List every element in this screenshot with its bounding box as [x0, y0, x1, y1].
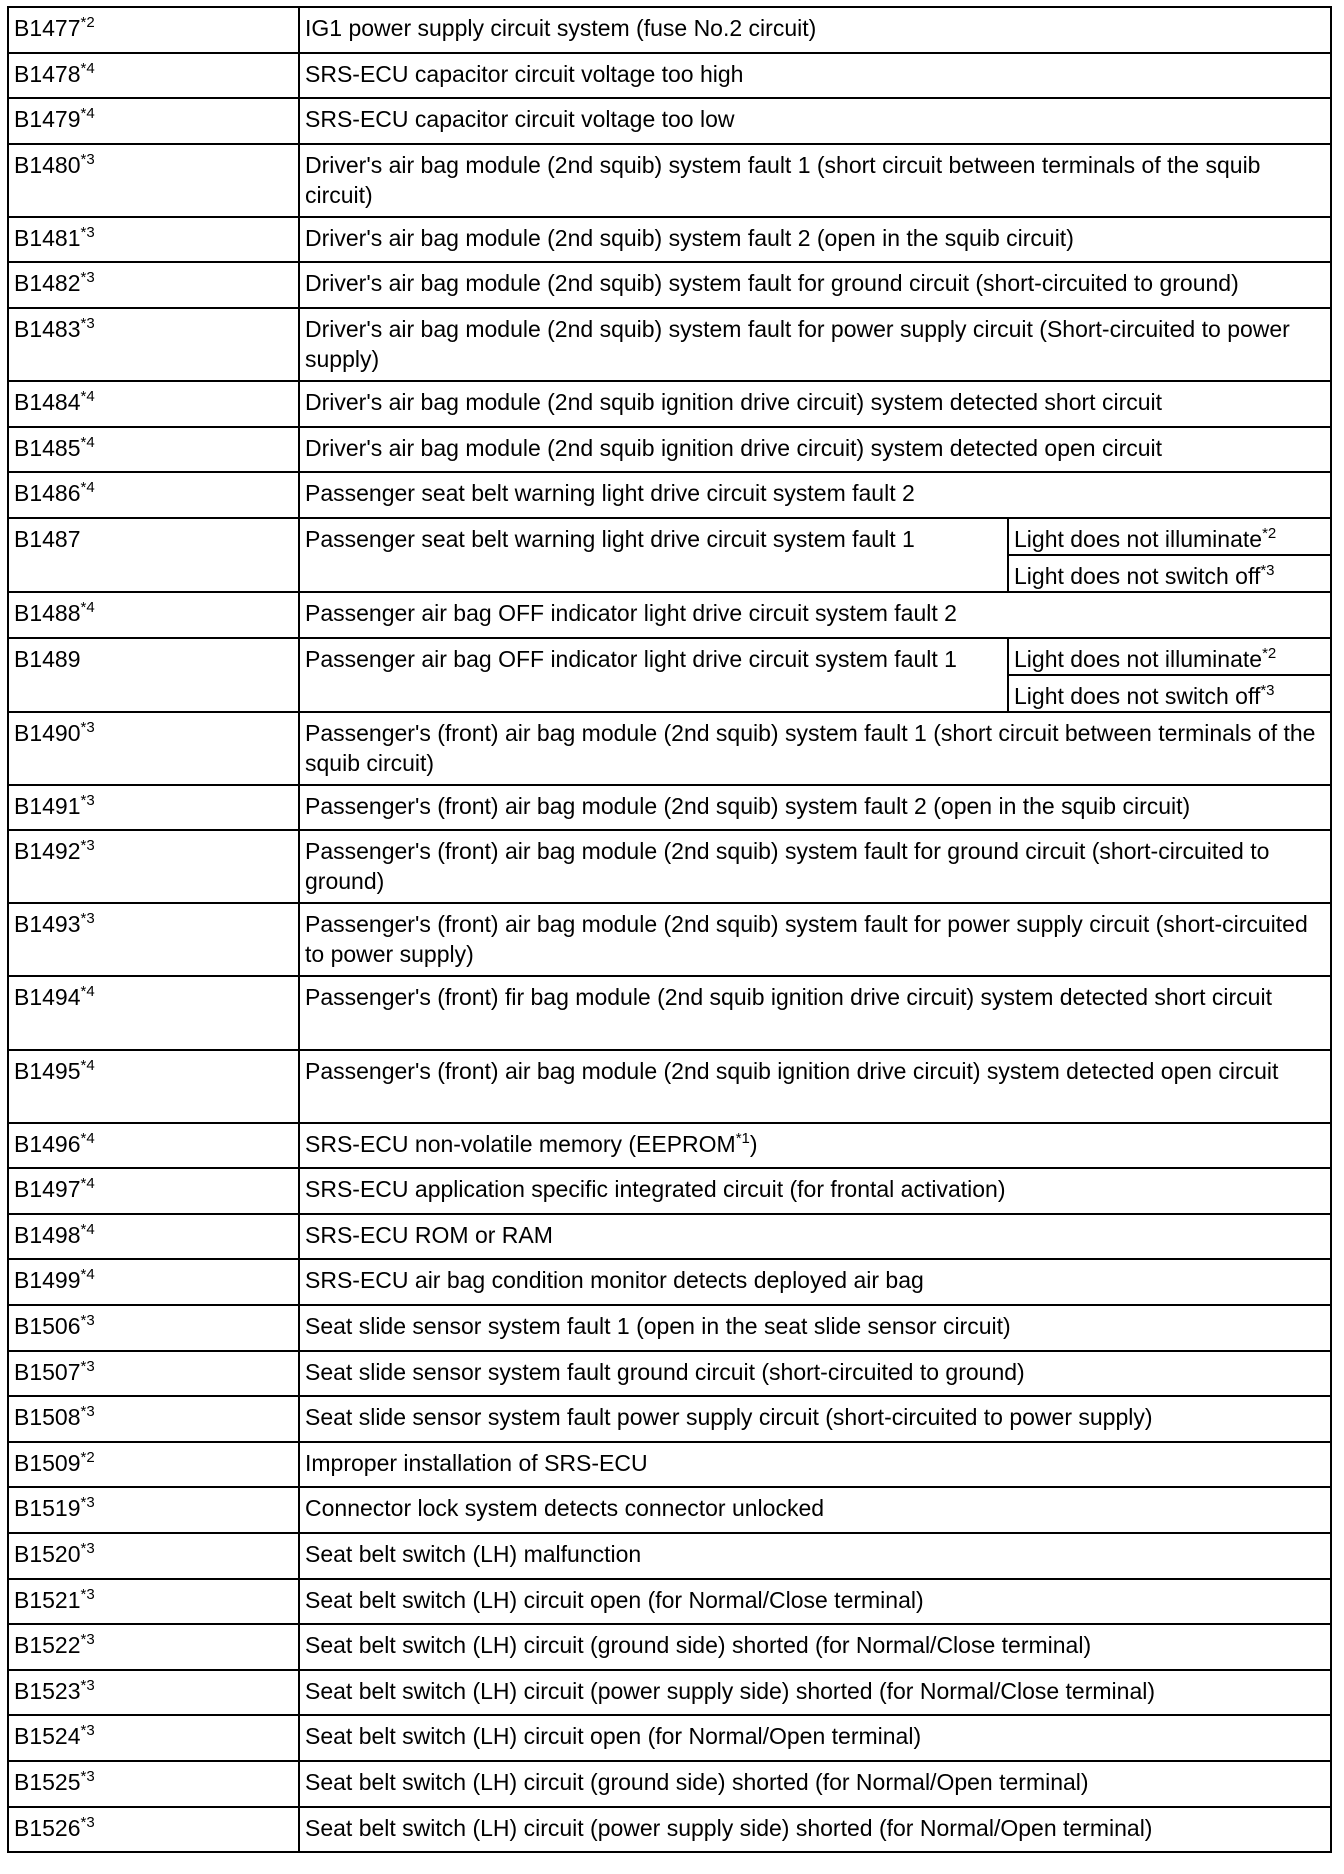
footnote-marker: *3	[80, 1403, 95, 1421]
dtc-code: B1485	[14, 434, 81, 461]
footnote-marker: *3	[80, 1813, 95, 1831]
dtc-code: B1493	[14, 911, 81, 938]
dtc-description-cell	[299, 1487, 1331, 1533]
table-row	[8, 1624, 1331, 1670]
dtc-code: B1490	[14, 719, 81, 746]
dtc-code: B1507	[14, 1358, 81, 1385]
dtc-description-cell	[299, 1305, 1331, 1351]
dtc-code: B1520	[14, 1540, 81, 1567]
dtc-description-cell	[299, 1259, 1331, 1305]
dtc-description-cell	[299, 1715, 1331, 1761]
dtc-description: Seat belt switch (LH) circuit open (for Normal/Open terminal)	[305, 1723, 922, 1750]
dtc-code-cell	[8, 53, 299, 99]
footnote-marker: *4	[80, 59, 95, 77]
dtc-code: B1523	[14, 1677, 81, 1704]
dtc-description-cell	[299, 7, 1331, 53]
table-row	[8, 1305, 1331, 1351]
dtc-code-cell	[8, 592, 299, 638]
footnote-marker: *3	[1260, 561, 1275, 579]
table-row	[8, 592, 1331, 638]
dtc-code-cell	[8, 712, 299, 785]
dtc-code: B1495	[14, 1057, 81, 1084]
dtc-description: Driver's air bag module (2nd squib) system fault 2 (open in the squib circuit)	[305, 224, 1074, 251]
dtc-code-cell	[8, 1761, 299, 1807]
condition-cell	[1008, 518, 1331, 555]
dtc-description-cell	[299, 144, 1331, 217]
dtc-description: Passenger's (front) air bag module (2nd squib) system fault for ground circuit (short-circuited to ground)	[305, 838, 1270, 895]
condition-text: Light does not illuminate	[1014, 525, 1263, 552]
dtc-code-cell	[8, 1123, 299, 1169]
dtc-description-cell	[299, 1442, 1331, 1488]
dtc-code: B1525	[14, 1768, 81, 1795]
condition-text: Light does not switch off	[1014, 682, 1261, 709]
dtc-code-cell	[8, 308, 299, 381]
dtc-description: Connector lock system detects connector unlocked	[305, 1495, 825, 1522]
dtc-description-tail: )	[749, 1130, 758, 1157]
footnote-marker: *4	[80, 598, 95, 616]
dtc-code: B1519	[14, 1495, 81, 1522]
footnote-marker: *3	[80, 837, 95, 855]
table-row	[8, 427, 1331, 473]
footnote-marker: *3	[80, 1539, 95, 1557]
dtc-code-cell	[8, 830, 299, 903]
dtc-description: Seat slide sensor system fault power supply circuit (short-circuited to power supply)	[305, 1404, 1153, 1431]
dtc-description: Driver's air bag module (2nd squib) system fault for power supply circuit (Short-circuited to power supply)	[305, 316, 1290, 373]
condition-cell	[1008, 675, 1331, 712]
condition-text: Light does not switch off	[1014, 562, 1261, 589]
dtc-code: B1497	[14, 1176, 81, 1203]
footnote-marker: *4	[80, 433, 95, 451]
dtc-description-cell	[299, 638, 1008, 712]
dtc-description-cell	[299, 308, 1331, 381]
table-row	[8, 1259, 1331, 1305]
footnote-marker: *3	[80, 223, 95, 241]
footnote-marker: *4	[80, 1220, 95, 1238]
dtc-description-cell	[299, 1351, 1331, 1397]
dtc-code: B1496	[14, 1130, 81, 1157]
table-row	[8, 1351, 1331, 1397]
dtc-code-cell	[8, 1715, 299, 1761]
footnote-marker: *4	[80, 1129, 95, 1147]
dtc-code: B1489	[14, 645, 81, 672]
dtc-description: Driver's air bag module (2nd squib ignition drive circuit) system detected open circuit	[305, 434, 1163, 461]
dtc-description-cell	[299, 592, 1331, 638]
footnote-marker: *3	[80, 718, 95, 736]
dtc-description-cell	[299, 518, 1008, 592]
dtc-description-cell	[299, 830, 1331, 903]
footnote-marker: *2	[1262, 524, 1277, 542]
dtc-description: IG1 power supply circuit system (fuse No.2 circuit)	[305, 15, 817, 41]
dtc-code-cell	[8, 217, 299, 263]
footnote-marker: *4	[80, 1266, 95, 1284]
table-row	[8, 903, 1331, 976]
footnote-marker: *3	[80, 1311, 95, 1329]
dtc-code: B1524	[14, 1723, 81, 1750]
dtc-code-cell	[8, 1670, 299, 1716]
table-row	[8, 830, 1331, 903]
footnote-marker: *1	[735, 1129, 750, 1147]
table-row	[8, 1715, 1331, 1761]
dtc-code: B1498	[14, 1221, 81, 1248]
dtc-description-cell	[299, 472, 1331, 518]
footnote-marker: *3	[1260, 681, 1275, 699]
footnote-marker: *4	[80, 983, 95, 1001]
dtc-table	[7, 6, 1332, 1853]
dtc-code-cell	[8, 1487, 299, 1533]
footnote-marker: *3	[80, 910, 95, 928]
dtc-description-cell	[299, 1761, 1331, 1807]
dtc-code: B1480	[14, 151, 81, 178]
dtc-description-cell	[299, 1168, 1331, 1214]
table-row	[8, 381, 1331, 427]
dtc-code-cell	[8, 1351, 299, 1397]
table-row	[8, 1214, 1331, 1260]
footnote-marker: *3	[80, 315, 95, 333]
dtc-code: B1508	[14, 1404, 81, 1431]
dtc-code-cell	[8, 1442, 299, 1488]
dtc-description-cell	[299, 903, 1331, 976]
dtc-description: Driver's air bag module (2nd squib ignition drive circuit) system detected short circuit	[305, 389, 1163, 416]
dtc-description-cell	[299, 98, 1331, 144]
dtc-code: B1483	[14, 316, 81, 343]
table-row	[8, 7, 1331, 53]
dtc-description: Passenger's (front) fir bag module (2nd squib ignition drive circuit) system detected short circuit	[305, 984, 1272, 1011]
dtc-code-cell	[8, 1259, 299, 1305]
dtc-description: SRS-ECU non-volatile memory (EEPROM	[305, 1130, 736, 1157]
dtc-description-cell	[299, 427, 1331, 473]
table-row	[8, 1807, 1331, 1853]
dtc-description: Passenger's (front) air bag module (2nd squib ignition drive circuit) system detected open circuit	[305, 1057, 1279, 1084]
dtc-description-cell	[299, 1533, 1331, 1579]
dtc-code: B1499	[14, 1267, 81, 1294]
dtc-code: B1488	[14, 599, 81, 626]
dtc-description: Driver's air bag module (2nd squib) system fault 1 (short circuit between terminals of the squib circuit)	[305, 151, 1261, 208]
dtc-code-cell	[8, 1624, 299, 1670]
dtc-code-cell	[8, 903, 299, 976]
dtc-code: B1509	[14, 1449, 81, 1476]
footnote-marker: *4	[80, 1056, 95, 1074]
footnote-marker: *3	[80, 1767, 95, 1785]
table-row	[8, 308, 1331, 381]
table-row	[8, 638, 1331, 675]
dtc-description: SRS-ECU capacitor circuit voltage too high	[305, 60, 744, 87]
dtc-code-cell	[8, 638, 299, 712]
table-row	[8, 1050, 1331, 1123]
dtc-description: Seat belt switch (LH) circuit (power supply side) shorted (for Normal/Open terminal)	[305, 1814, 1153, 1841]
dtc-code-cell	[8, 976, 299, 1049]
table-row	[8, 53, 1331, 99]
dtc-description: Seat slide sensor system fault 1 (open in the seat slide sensor circuit)	[305, 1312, 1011, 1339]
dtc-description: Driver's air bag module (2nd squib) system fault for ground circuit (short-circuited to ground)	[305, 270, 1239, 297]
footnote-marker: *3	[80, 269, 95, 287]
footnote-marker: *3	[80, 1722, 95, 1740]
dtc-code: B1522	[14, 1632, 81, 1659]
dtc-description-cell	[299, 1050, 1331, 1123]
dtc-description: Improper installation of SRS-ECU	[305, 1449, 648, 1476]
dtc-code: B1492	[14, 838, 81, 865]
footnote-marker: *3	[80, 791, 95, 809]
dtc-code-cell	[8, 785, 299, 831]
dtc-code: B1482	[14, 270, 81, 297]
dtc-description: Seat belt switch (LH) malfunction	[305, 1540, 642, 1567]
table-row	[8, 712, 1331, 785]
dtc-code-cell	[8, 1168, 299, 1214]
footnote-marker: *4	[80, 388, 95, 406]
table-row	[8, 144, 1331, 217]
dtc-description: Passenger seat belt warning light drive circuit system fault 1	[305, 525, 915, 552]
table-row	[8, 472, 1331, 518]
table-row	[8, 518, 1331, 555]
dtc-description-cell	[299, 217, 1331, 263]
dtc-description: Passenger's (front) air bag module (2nd squib) system fault for power supply circuit (short-circuited to power supply)	[305, 911, 1308, 968]
footnote-marker: *3	[80, 1676, 95, 1694]
footnote-marker: *3	[80, 1357, 95, 1375]
dtc-code-cell	[8, 144, 299, 217]
dtc-code: B1478	[14, 60, 81, 87]
dtc-table-body	[8, 7, 1331, 1852]
dtc-description: Seat belt switch (LH) circuit (ground side) shorted (for Normal/Open terminal)	[305, 1768, 1089, 1795]
table-row	[8, 1761, 1331, 1807]
dtc-code: B1506	[14, 1312, 81, 1339]
dtc-description-cell	[299, 712, 1331, 785]
dtc-code: B1484	[14, 389, 81, 416]
dtc-code-cell	[8, 1807, 299, 1853]
dtc-description-cell	[299, 976, 1331, 1049]
dtc-description-cell	[299, 785, 1331, 831]
table-row	[8, 785, 1331, 831]
dtc-code-cell	[8, 427, 299, 473]
dtc-code-cell	[8, 1305, 299, 1351]
dtc-description-cell	[299, 1807, 1331, 1853]
dtc-description: Seat slide sensor system fault ground circuit (short-circuited to ground)	[305, 1358, 1025, 1385]
dtc-code: B1487	[14, 525, 81, 552]
table-row	[8, 976, 1331, 1049]
table-row	[8, 1533, 1331, 1579]
dtc-code-cell	[8, 1579, 299, 1625]
dtc-code: B1494	[14, 984, 81, 1011]
footnote-marker: *3	[80, 150, 95, 168]
dtc-description: Passenger air bag OFF indicator light drive circuit system fault 1	[305, 645, 957, 672]
dtc-description: Passenger's (front) air bag module (2nd squib) system fault 1 (short circuit between terminals of the squib circuit)	[305, 719, 1316, 776]
dtc-code-cell	[8, 518, 299, 592]
footnote-marker: *3	[80, 1494, 95, 1512]
dtc-code-cell	[8, 1533, 299, 1579]
dtc-description-cell	[299, 262, 1331, 308]
dtc-description: SRS-ECU application specific integrated circuit (for frontal activation)	[305, 1176, 1006, 1203]
footnote-marker: *2	[1262, 644, 1277, 662]
dtc-code-cell	[8, 1396, 299, 1442]
table-row	[8, 1442, 1331, 1488]
footnote-marker: *3	[80, 1585, 95, 1603]
table-row	[8, 1123, 1331, 1169]
dtc-code: B1526	[14, 1814, 81, 1841]
condition-text: Light does not illuminate	[1014, 645, 1263, 672]
dtc-description-cell	[299, 1396, 1331, 1442]
table-row	[8, 1487, 1331, 1533]
dtc-description: Seat belt switch (LH) circuit open (for Normal/Close terminal)	[305, 1586, 924, 1613]
footnote-marker: *4	[80, 1175, 95, 1193]
table-row	[8, 1168, 1331, 1214]
table-row	[8, 1670, 1331, 1716]
dtc-code-cell	[8, 1214, 299, 1260]
dtc-code: B1486	[14, 480, 81, 507]
dtc-description: Passenger air bag OFF indicator light drive circuit system fault 2	[305, 599, 957, 626]
dtc-description-cell	[299, 1624, 1331, 1670]
dtc-description-cell	[299, 1579, 1331, 1625]
dtc-code: B1481	[14, 224, 81, 251]
footnote-marker: *4	[80, 479, 95, 497]
condition-cell	[1008, 555, 1331, 592]
dtc-code: B1479	[14, 106, 81, 133]
dtc-code-cell	[8, 1050, 299, 1123]
dtc-description: SRS-ECU capacitor circuit voltage too low	[305, 106, 735, 133]
dtc-code: B1491	[14, 792, 81, 819]
dtc-description: Seat belt switch (LH) circuit (power supply side) shorted (for Normal/Close terminal)	[305, 1677, 1156, 1704]
table-row	[8, 1396, 1331, 1442]
dtc-description-cell	[299, 381, 1331, 427]
dtc-description-cell	[299, 1123, 1331, 1169]
dtc-description: SRS-ECU air bag condition monitor detects deployed air bag	[305, 1267, 924, 1294]
dtc-code-cell	[8, 7, 299, 53]
table-row	[8, 98, 1331, 144]
condition-cell	[1008, 638, 1331, 675]
table-row	[8, 1579, 1331, 1625]
footnote-marker: *4	[80, 105, 95, 123]
dtc-description: SRS-ECU ROM or RAM	[305, 1221, 553, 1248]
footnote-marker: *2	[80, 14, 95, 31]
dtc-description-cell	[299, 1670, 1331, 1716]
dtc-code: B1477	[14, 15, 81, 41]
dtc-description: Seat belt switch (LH) circuit (ground side) shorted (for Normal/Close terminal)	[305, 1632, 1092, 1659]
dtc-code-cell	[8, 472, 299, 518]
footnote-marker: *3	[80, 1631, 95, 1649]
dtc-code: B1521	[14, 1586, 81, 1613]
dtc-code-cell	[8, 381, 299, 427]
dtc-code-cell	[8, 262, 299, 308]
dtc-code-cell	[8, 98, 299, 144]
table-row	[8, 262, 1331, 308]
dtc-description-cell	[299, 1214, 1331, 1260]
dtc-description-cell	[299, 53, 1331, 99]
dtc-description: Passenger's (front) air bag module (2nd squib) system fault 2 (open in the squib circuit)	[305, 792, 1191, 819]
dtc-description: Passenger seat belt warning light drive circuit system fault 2	[305, 480, 915, 507]
table-row	[8, 217, 1331, 263]
footnote-marker: *2	[80, 1448, 95, 1466]
